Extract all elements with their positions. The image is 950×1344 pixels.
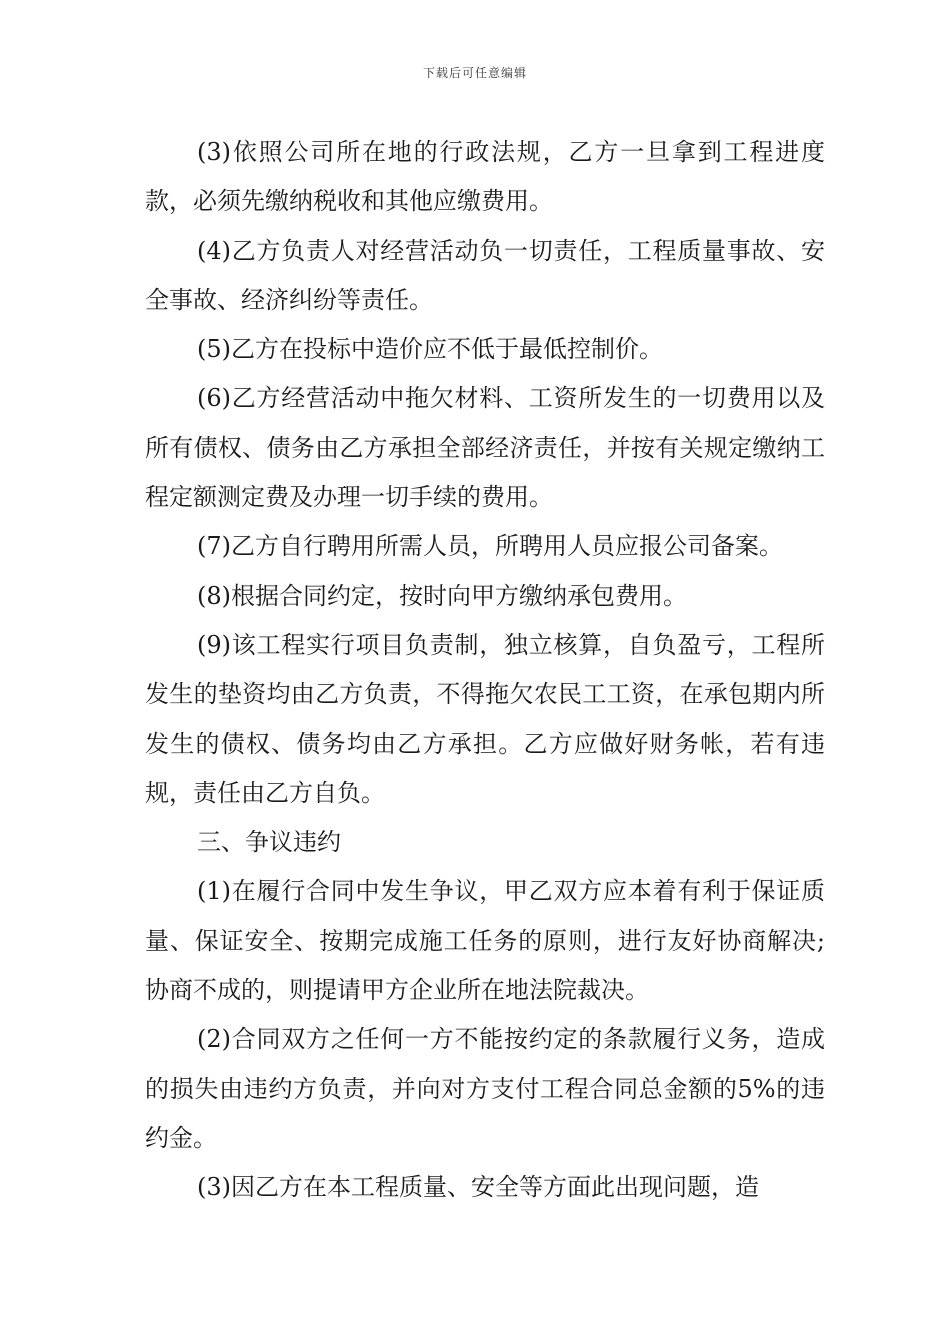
paragraph-dispute-1: (1)在履行合同中发生争议，甲乙双方应本着有利于保证质量、保证安全、按期完成施工任务的原则，进行友好协商解决;协商不成的，则提请甲方企业所在地法院裁决。 xyxy=(145,877,825,1005)
paragraph-dispute-3: (3)因乙方在本工程质量、安全等方面此出现问题，造 xyxy=(197,1173,759,1202)
page-header-note: 下载后可任意编辑 xyxy=(422,66,527,80)
paragraph-clause-8: (8)根据合同约定，按时向甲方缴纳承包费用。 xyxy=(197,581,687,610)
section-heading-dispute: 三、争议违约 xyxy=(197,828,341,857)
paragraph-clause-4: (4)乙方负责人对经营活动负一切责任，工程质量事故、安全事故、经济纠纷等责任。 xyxy=(145,236,825,314)
paragraph-dispute-2: (2)合同双方之任何一方不能按约定的条款履行义务，造成的损失由违约方负责，并向对方支付工程合同总金额的5%的违约金。 xyxy=(145,1025,825,1152)
document-body xyxy=(145,128,825,1213)
paragraph-clause-9: (9)该工程实行项目负责制，独立核算，自负盈亏，工程所发生的垫资均由乙方负责，不得拖欠农民工工资，在承包期内所发生的债权、债务均由乙方承担。乙方应做好财务帐，若有违规，责任由乙方自负。 xyxy=(145,630,825,807)
paragraph-clause-7: (7)乙方自行聘用所需人员，所聘用人员应报公司备案。 xyxy=(197,532,783,561)
paragraph-clause-6: (6)乙方经营活动中拖欠材料、工资所发生的一切费用以及所有债权、债务由乙方承担全部经济责任，并按有关规定缴纳工程定额测定费及办理一切手续的费用。 xyxy=(145,384,825,512)
paragraph-clause-5: (5)乙方在投标中造价应不低于最低控制价。 xyxy=(197,335,663,364)
paragraph-clause-3: (3)依照公司所在地的行政法规，乙方一旦拿到工程进度款，必须先缴纳税收和其他应缴费用。 xyxy=(145,138,825,216)
